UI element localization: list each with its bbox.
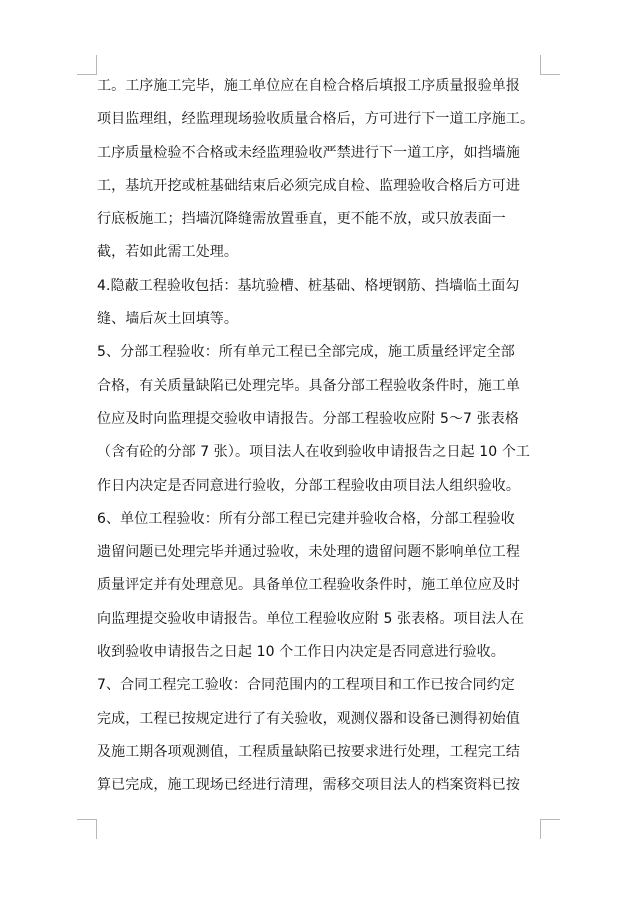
text-line: 5、分部工程验收：所有单元工程已全部完成，施工质量经评定全部 (97, 344, 515, 361)
text-line: 6、单位工程验收：所有分部工程已完建并验收合格，分部工程验收 (97, 510, 515, 527)
text-line: 行底板施工；挡墙沉降缝需放置垂直，更不能不放，或只放表面一 (97, 211, 506, 228)
crop-mark-top-right (540, 55, 560, 75)
text-line: 收到验收申请报告之日起 10 个工作日内决定是否同意进行验收。 (97, 644, 505, 661)
text-line: 质量评定并有处理意见。具备单位工程验收条件时，施工单位应及时 (97, 577, 520, 594)
text-line: （含有砼的分部 7 张）。项目法人在收到验收申请报告之日起 10 个工 (97, 444, 531, 461)
text-line: 算已完成，施工现场已经进行清理，需移交项目法人的档案资料已按 (97, 777, 520, 794)
text-line: 遗留问题已处理完毕并通过验收，未处理的遗留问题不影响单位工程 (97, 544, 520, 561)
text-line: 位应及时向监理提交验收申请报告。分部工程验收应附 5～7 张表格 (97, 410, 519, 427)
crop-mark-bottom-right (540, 819, 560, 839)
crop-mark-bottom-left (77, 819, 97, 839)
document-body (97, 70, 543, 803)
text-line: 合格，有关质量缺陷已处理完毕。具备分部工程验收条件时，施工单 (97, 377, 520, 394)
text-line: 截，若如此需工处理。 (97, 244, 238, 261)
text-line: 项目监理组，经监理现场验收质量合格后，方可进行下一道工序施工。 (97, 111, 535, 128)
text-line: 完成，工程已按规定进行了有关验收，观测仪器和设备已测得初始值 (97, 710, 520, 727)
text-line: 工，基坑开挖或桩基础结束后必须完成自检、监理验收合格后方可进 (97, 177, 520, 194)
text-line: 工。工序施工完毕，施工单位应在自检合格后填报工序质量报验单报 (97, 78, 520, 94)
text-line: 缝、墙后灰土回填等。 (97, 311, 238, 328)
text-line: 作日内决定是否同意进行验收，分部工程验收由项目法人组织验收。 (97, 477, 520, 494)
text-line: 4.隐蔽工程验收包括：基坑验槽、桩基础、格埂钢筋、挡墙临土面勾 (97, 277, 520, 294)
text-line: 工序质量检验不合格或未经监理验收严禁进行下一道工序，如挡墙施 (97, 144, 520, 161)
crop-mark-top-left (77, 55, 97, 75)
text-line: 及施工期各项观测值，工程质量缺陷已按要求进行处理，工程完工结 (97, 743, 520, 760)
text-line: 7、合同工程完工验收：合同范围内的工程项目和工作已按合同约定 (97, 677, 515, 694)
text-line: 向监理提交验收申请报告。单位工程验收应附 5 张表格。项目法人在 (97, 610, 525, 627)
